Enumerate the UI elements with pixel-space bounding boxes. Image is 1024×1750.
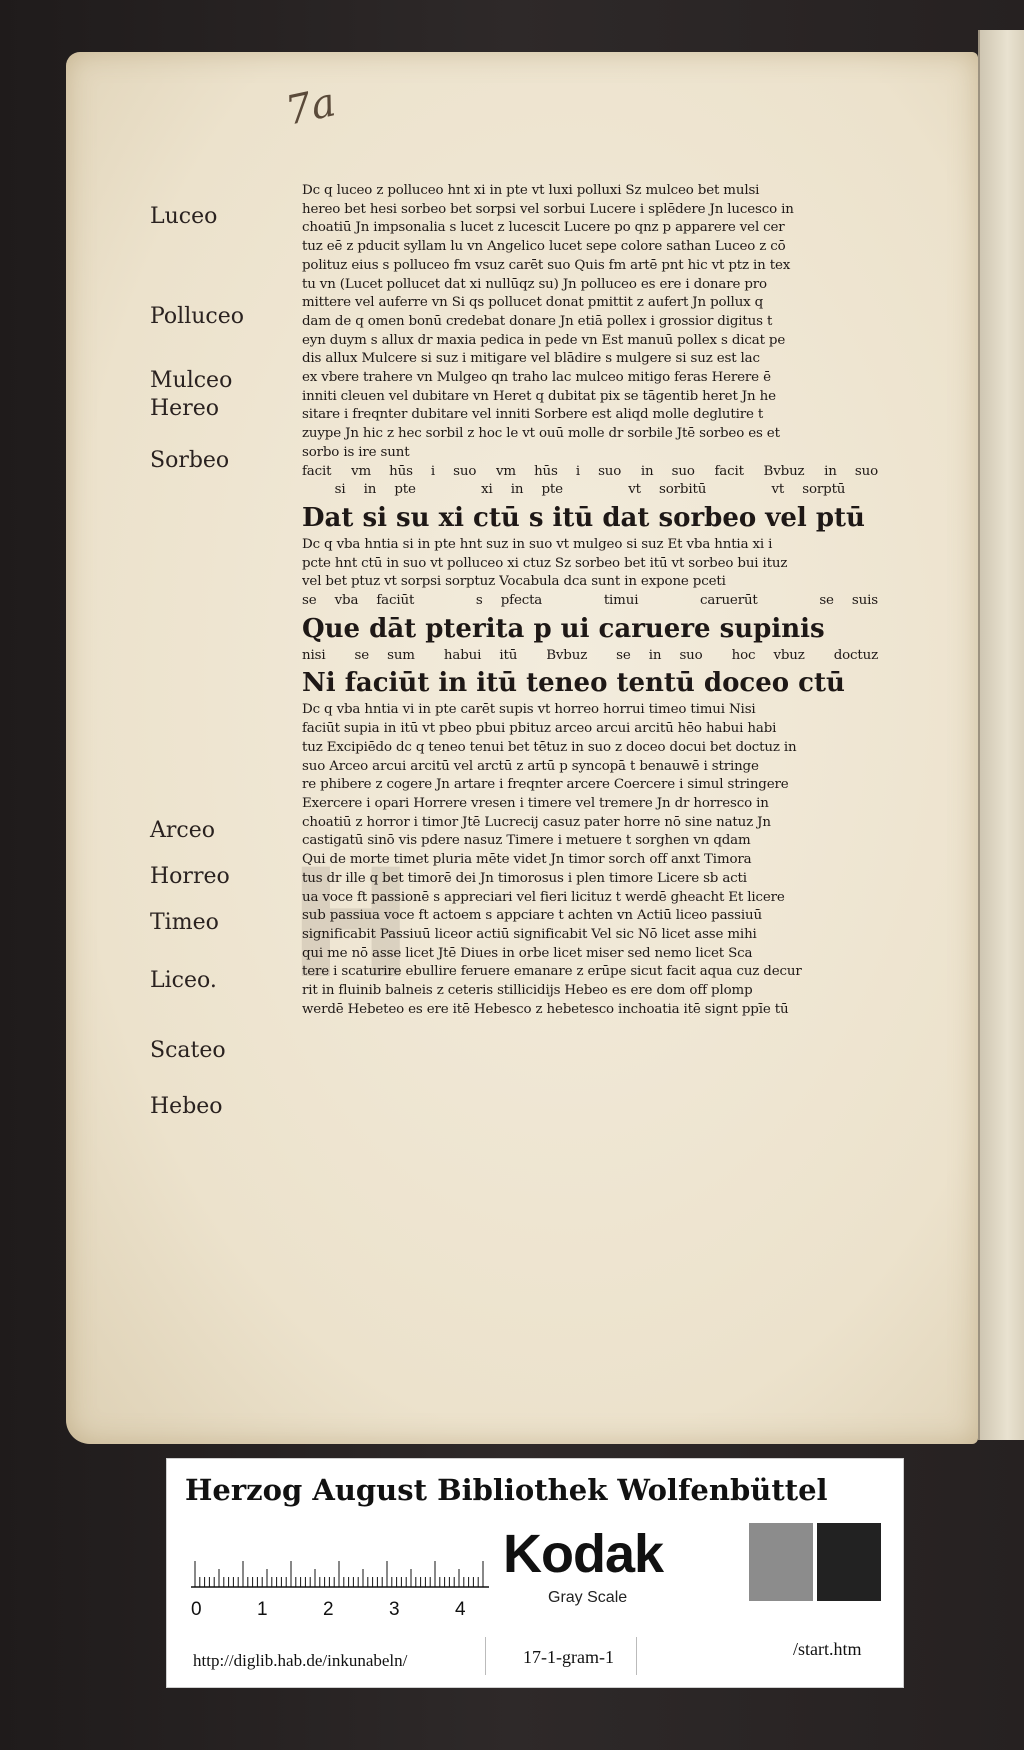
ruler-number: 0: [191, 1599, 202, 1620]
table-row-cell: caruerūt: [700, 593, 758, 609]
table-row: [302, 463, 878, 482]
text-line: qui me nō asse licet Jtē Diues in orbe licet miser sed nemo licet Sca: [302, 945, 753, 961]
text-block: [302, 182, 878, 1019]
text-line: suo Arceo arcui arcitū vel arctū z artū p syncopā t benauwē i stringe: [302, 758, 759, 774]
verse-rule-line: Dat si su xi ctū s itū dat sorbeo vel ptū: [302, 502, 865, 533]
table-row-cell: vt sorbitū: [628, 482, 707, 498]
text-line: choatiū z horror i timor Jtē Lucrecij casuz pater horre nō sine natuz Jn: [302, 814, 771, 830]
watermark: H: [288, 838, 414, 1012]
margin-hebeo: Hebeo: [150, 1094, 223, 1119]
gray-patch-dark: [817, 1523, 881, 1601]
next-page-edge: [978, 30, 1024, 1440]
text-line: Dc q luceo z polluceo hnt xi in pte vt luxi polluxi Sz mulceo bet mulsi: [302, 183, 760, 198]
ruler-number: 1: [257, 1599, 268, 1620]
verse-rule-line: Que dāt pterita p ui caruere supinis: [302, 613, 825, 644]
text-line: sitare i freqnter dubitare vel inniti Sorbere est aliqd molle deglutire t: [302, 407, 764, 423]
library-label-card: [166, 1458, 904, 1688]
text-line: choatiū Jn impsonalia s lucet z lucescit Lucere po qnz p apparere vel cer: [302, 220, 785, 236]
text-line: polituz eius s polluceo fm vsuz carēt suo Quis fm artē pnt hic vt ptz in tex: [302, 257, 791, 273]
folio-mark: 7a: [281, 79, 340, 135]
table-row: [302, 647, 878, 666]
ruler-number: 2: [323, 1599, 334, 1620]
table-row-cell: vm hūs i suo: [351, 463, 477, 479]
text-line: castigatū sinō vis pdere nasuz Timere i metuere t sorghen vn qdam: [302, 833, 751, 849]
table-row-cell: timui: [603, 593, 639, 609]
text-line: mittere vel auferre vn Si qs pollucet donat pmittit z aufert Jn pollux q: [302, 295, 764, 311]
text-line: Dc q vba hntia vi in pte carēt supis vt horreo horrui timeo timui Nisi: [302, 702, 756, 718]
text-line: werdē Hebeteo es ere itē Hebesco z hebetesco inchoatia itē signt ppīe tū: [302, 1001, 789, 1017]
margin-polluceo: Polluceo: [150, 304, 244, 329]
text-line: eyn duym s allux dr maxia pedica in pede vn Est manuū pollex s dicat pe: [302, 332, 786, 348]
margin-sorbeo: Sorbeo: [150, 448, 230, 473]
gray-patch-mid: [749, 1523, 813, 1601]
text-line: ex vbere trahere vn Mulgeo qn traho lac mulceo mitigo feras Herere ē: [302, 370, 771, 386]
text-line: Dc q vba hntia si in pte hnt suz in suo vt mulgeo si suz Et vba hntia xi i: [302, 536, 773, 552]
start-link[interactable]: /start.htm: [793, 1639, 862, 1659]
text-line: tuz eē z pducit syllam lu vn Angelico lucet sepe colore sathan Luceo z cō: [302, 239, 786, 255]
text-line: tus dr ille q bet timorē dei Jn timorosus i plen timore Licere sb acti: [302, 870, 747, 886]
text-line: ua voce ft passionē s appreciari vel fieri licituz t werdē gheacht Et licere: [302, 889, 785, 905]
shelfmark: 17-1-gram-1: [523, 1647, 614, 1667]
text-line: sorbo is ire sunt: [302, 444, 410, 460]
text-line: dam de q omen bonū credebat donare Jn etiā pollex i grossior digitus t: [302, 313, 773, 329]
table-row-cell: se in suo: [616, 647, 703, 663]
margin-horreo: Horreo: [150, 864, 230, 889]
table-row-cell: in suo: [824, 463, 878, 479]
table-row-cell: Bvbuz: [546, 647, 588, 663]
margin-arceo: Arceo: [150, 818, 215, 843]
text-line: rit in fluinib balneis z ceteris stillicidijs Hebeo es ere dom off plomp: [302, 983, 753, 999]
table-row: [302, 481, 878, 500]
library-url: http://diglib.hab.de/inkunabeln/: [193, 1651, 408, 1670]
table-row-cell: si in pte: [334, 482, 416, 498]
kodak-logo: Kodak: [503, 1524, 664, 1584]
ruler-number: 3: [389, 1599, 400, 1620]
table-row-cell: s pfecta: [475, 593, 543, 609]
gray-scale-caption: Gray Scale: [548, 1589, 628, 1606]
margin-liceo: Liceo.: [150, 968, 217, 993]
text-line: significabit Passiuū liceor actiū significabit Vel sic Nō licet asse mihi: [302, 926, 757, 942]
table-row-cell: in suo: [640, 463, 695, 479]
table-row-cell: nisi: [302, 647, 326, 663]
table-row-cell: se suis: [819, 593, 878, 609]
table-row-cell: Bvbuz: [763, 463, 805, 479]
text-line: tuz Excipiēdo dc q teneo tenui bet tētuz in suo z doceo docui bet doctuz in: [302, 739, 797, 755]
text-line: faciūt supia in itū vt pbeo pbui pbituz arceo arcui arcitū hēo habui habi: [302, 721, 777, 737]
text-line: dis allux Mulcere si suz i mitigare vel blādire s mulgere si suz est lac: [302, 351, 760, 367]
table-row: [302, 592, 878, 611]
table-row-cell: vm hūs i suo: [496, 463, 622, 479]
margin-scateo: Scateo: [150, 1038, 226, 1063]
table-row-cell: habui itū: [443, 647, 518, 663]
table-row-cell: facit: [302, 463, 332, 479]
measurement-ruler: [191, 1547, 489, 1589]
table-row-cell: facit: [714, 463, 744, 479]
text-line: inniti cleuen vel dubitare vn Heret q dubitat pix se tāgentib heret Jn he: [302, 388, 776, 404]
text-line: tere i scaturire ebullire feruere emanare z erūpe sicut facit aqua cuz decur: [302, 964, 802, 980]
text-line: zuype Jn hic z hec sorbil z hoc le vt ouū molle dr sorbile Jtē sorbeo es et: [302, 426, 780, 442]
ruler-numbers: [191, 1599, 471, 1623]
text-line: Exercere i opari Horrere vresen i timere vel tremere Jn dr horresco in: [302, 795, 769, 811]
table-row-cell: se sum: [354, 647, 415, 663]
text-line: sub passiua voce ft actoem s appciare t achten vn Actiū liceo passiuū: [302, 908, 762, 924]
ruler-number: 4: [455, 1599, 466, 1620]
margin-mulceo: Mulceo: [150, 368, 233, 393]
text-line: hereo bet hesi sorbeo bet sorpsi vel sorbui Lucere i splēdere Jn lucesco in: [302, 201, 794, 217]
table-row-cell: se vba faciūt: [302, 593, 415, 609]
table-row-cell: xi in pte: [481, 482, 563, 498]
table-row-cell: hoc vbuz: [731, 647, 805, 663]
text-line: vel bet ptuz vt sorpsi sorptuz Vocabula dca sunt in expone pceti: [302, 574, 726, 590]
table-row-cell: doctuz: [833, 647, 878, 663]
verse-rule-line: Ni faciūt in itū teneo tentū doceo ctū: [302, 668, 845, 699]
table-row-cell: vt sorptū: [771, 482, 846, 498]
margin-timeo: Timeo: [150, 910, 219, 935]
text-line: tu vn (Lucet pollucet dat xi nullūqz su) Jn polluceo es ere i donare pro: [302, 276, 767, 292]
text-line: pcte hnt ctū in suo vt polluceo xi ctuz Sz sorbeo bet itū vt sorbeo bui ituz: [302, 555, 788, 571]
library-name: Herzog August Bibliothek Wolfenbüttel: [185, 1473, 828, 1507]
margin-hereo: Hereo: [150, 396, 219, 421]
text-line: Qui de morte timet pluria mēte videt Jn timor sorch off anxt Timora: [302, 852, 752, 868]
gray-patch-white: [682, 1523, 746, 1601]
margin-luceo: Luceo: [150, 204, 218, 229]
text-line: re phibere z cogere Jn artare i freqnter arcere Coercere i simul stringere: [302, 777, 789, 793]
